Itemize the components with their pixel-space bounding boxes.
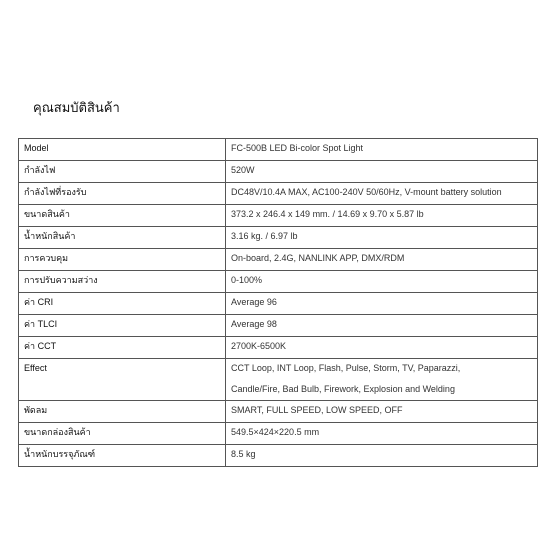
- table-row: [19, 359, 538, 401]
- table-row: [19, 315, 538, 337]
- spec-heading: คุณสมบัติสินค้า: [33, 100, 120, 115]
- spec-value: [226, 359, 538, 401]
- spec-label: น้ำหนักบรรจุภัณฑ์: [19, 445, 226, 467]
- table-row: [19, 271, 538, 293]
- spec-value: 3.16 kg. / 6.97 lb: [226, 227, 538, 249]
- spec-value: On-board, 2.4G, NANLINK APP, DMX/RDM: [226, 249, 538, 271]
- spec-label: การปรับความสว่าง: [19, 271, 226, 293]
- spec-value: FC-500B LED Bi-color Spot Light: [226, 139, 538, 161]
- spec-value: Average 98: [226, 315, 538, 337]
- spec-value: SMART, FULL SPEED, LOW SPEED, OFF: [226, 401, 538, 423]
- table-row: [19, 205, 538, 227]
- spec-value: 520W: [226, 161, 538, 183]
- spec-label: Model: [19, 139, 226, 161]
- table-row: [19, 161, 538, 183]
- table-row: [19, 445, 538, 467]
- spec-label: กำลังไฟ: [19, 161, 226, 183]
- spec-label: การควบคุม: [19, 249, 226, 271]
- table-row: [19, 337, 538, 359]
- table-row: [19, 401, 538, 423]
- spec-label: กำลังไฟที่รองรับ: [19, 183, 226, 205]
- table-row: [19, 139, 538, 161]
- spec-value-line: Candle/Fire, Bad Bulb, Firework, Explosion and Welding: [231, 384, 455, 394]
- spec-label: ค่า CRI: [19, 293, 226, 315]
- table-row: [19, 227, 538, 249]
- table-row: [19, 249, 538, 271]
- spec-table: [18, 138, 538, 467]
- spec-value: 373.2 x 246.4 x 149 mm. / 14.69 x 9.70 x 5.87 lb: [226, 205, 538, 227]
- spec-label: ขนาดสินค้า: [19, 205, 226, 227]
- table-row: [19, 293, 538, 315]
- spec-value: 0-100%: [226, 271, 538, 293]
- spec-value: 549.5×424×220.5 mm: [226, 423, 538, 445]
- spec-label: พัดลม: [19, 401, 226, 423]
- spec-label: ค่า CCT: [19, 337, 226, 359]
- table-row: [19, 183, 538, 205]
- spec-value: DC48V/10.4A MAX, AC100-240V 50/60Hz, V-mount battery solution: [226, 183, 538, 205]
- spec-value-line: CCT Loop, INT Loop, Flash, Pulse, Storm, TV, Paparazzi,: [231, 363, 461, 373]
- spec-label: น้ำหนักสินค้า: [19, 227, 226, 249]
- spec-value: 8.5 kg: [226, 445, 538, 467]
- spec-label: ขนาดกล่องสินค้า: [19, 423, 226, 445]
- spec-value: Average 96: [226, 293, 538, 315]
- spec-value: 2700K-6500K: [226, 337, 538, 359]
- table-row: [19, 423, 538, 445]
- spec-label: Effect: [19, 359, 226, 401]
- spec-label: ค่า TLCI: [19, 315, 226, 337]
